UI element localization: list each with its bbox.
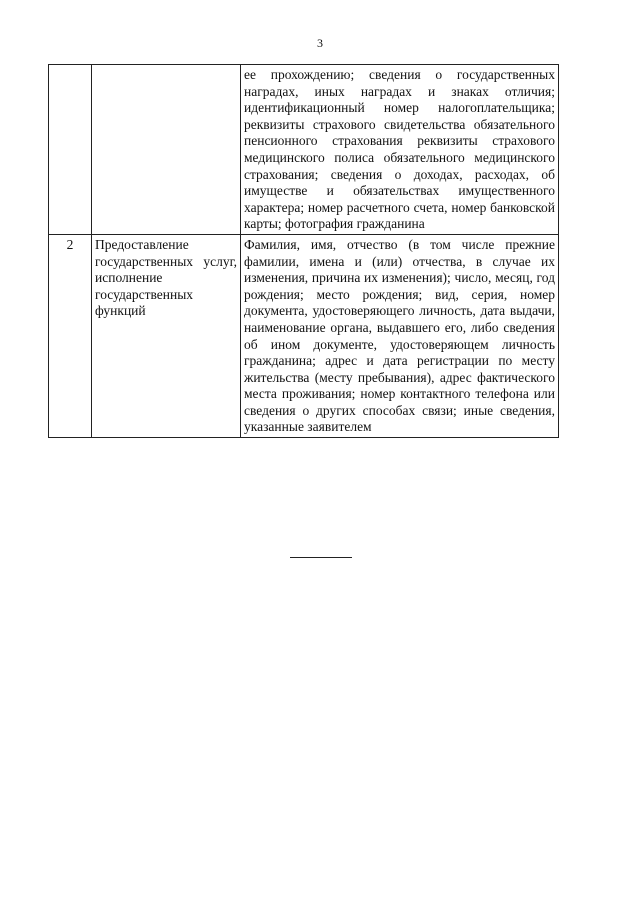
table-row <box>49 234 559 437</box>
row-number-cell <box>49 65 92 235</box>
purpose-cell: Предоставление государственных услуг, исполнение государственных функций <box>92 234 241 437</box>
page-number: 3 <box>317 36 323 50</box>
end-of-document-rule <box>290 557 352 558</box>
personal-data-cell: ее прохождению; сведения о государственных наградах, иных наградах и знаках отличия; идентификационный номер налогоплательщика; реквизиты страхового свидетельства обязательного пенсионного страхования реквизиты страхового медицинского полиса обязательного медицинского страхования; сведения о доходах, расходах, об имуществе и обязательствах имущественного характера; номер расчетного счета, номер банковской карты; фотография гражданина <box>241 65 559 235</box>
table-row <box>49 65 559 235</box>
purpose-cell <box>92 65 241 235</box>
personal-data-cell: Фамилия, имя, отчество (в том числе прежние фамилии, имена и (или) отчества, в случае их изменения, причина их изменения); число, месяц, год рождения; место рождения; вид, серия, номер документа, удостоверяющего личность, дата выдачи, наименование органа, выдавшего его, либо сведения об ином документе, удостоверяющем личность гражданина; адрес и дата регистрации по месту жительства (месту пребывания), адрес фактического места проживания; номер контактного телефона или сведения о других способах связи; иные сведения, указанные заявителем <box>241 234 559 437</box>
data-table <box>48 64 559 438</box>
row-number-cell: 2 <box>49 234 92 437</box>
